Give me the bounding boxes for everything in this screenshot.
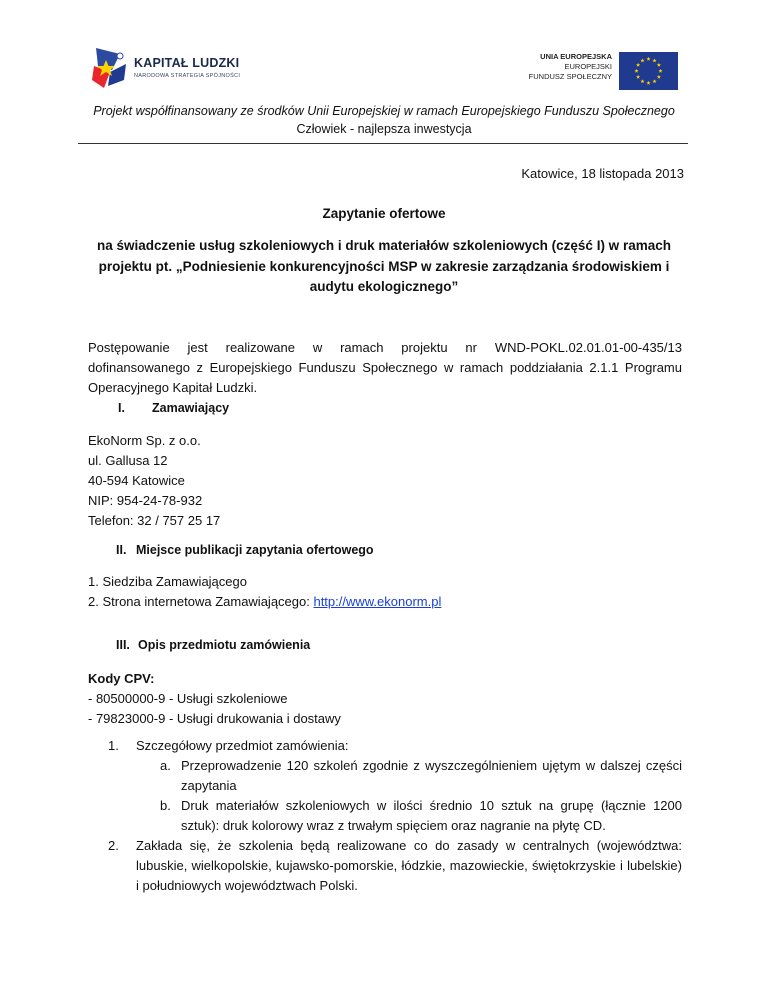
cpv-code-2: - 79823000-9 - Usługi drukowania i dostawy — [88, 711, 341, 726]
order-details-list — [108, 736, 682, 896]
document-subtitle — [78, 236, 690, 298]
eu-text — [529, 52, 612, 82]
list-item-text: Szczegółowy przedmiot zamówienia: — [136, 738, 349, 753]
header-slogan: Człowiek - najlepsza inwestycja — [296, 122, 472, 136]
sub-list-item-text: Druk materiałów szkoleniowych w ilości średnio 10 sztuk na grupę (łącznie 1200 sztuk): druk kolorowy wraz z trwałym spięciem oraz nagranie na płytę CD. — [181, 798, 682, 833]
list-item-number: 1. — [108, 738, 119, 753]
sub-list-item-letter: b. — [160, 798, 171, 813]
section-title: Zamawiający — [152, 401, 230, 415]
header-cofinancing-note: Projekt współfinansowany ze środków Unii Europejskiej w ramach Europejskiego Funduszu Społecznego — [93, 104, 675, 118]
eu-text-line3: FUNDUSZ SPOŁECZNY — [528, 72, 612, 81]
section-heading-description — [116, 638, 310, 652]
section-heading-publication — [116, 543, 374, 557]
subtitle-line1: na świadczenie usług szkoleniowych i druk materiałów szkoleniowych (część I) w ramach — [97, 238, 671, 253]
intro-paragraph: Postępowanie jest realizowane w ramach projektu nr WND-POKL.02.01.01-00-435/13 dofinansowanego z Europejskiego Funduszu Społecznego w ramach poddziałania 2.1.1 Programu Operacyjnego Kapitał Ludzki. — [88, 340, 682, 395]
subtitle-line3: audytu ekologicznego” — [309, 279, 459, 294]
contact-block — [88, 431, 220, 531]
section-title: Miejsce publikacji zapytania ofertowego — [136, 543, 374, 557]
section-number: I. — [118, 401, 125, 415]
contact-street: ul. Gallusa 12 — [88, 453, 168, 468]
kapital-ludzki-title: KAPITAŁ LUDZKI — [134, 56, 240, 70]
eu-text-line2: EUROPEJSKI — [564, 62, 612, 71]
contact-name: EkoNorm Sp. z o.o. — [88, 433, 201, 448]
sub-list-item — [108, 796, 682, 836]
eu-text-line1: UNIA EUROPEJSKA — [540, 52, 612, 61]
section-heading-zamawiajacy — [118, 401, 229, 415]
contact-city: 40-594 Katowice — [88, 473, 185, 488]
section-number: III. — [116, 638, 130, 652]
cpv-code-1: - 80500000-9 - Usługi szkoleniowe — [88, 691, 288, 706]
cpv-codes — [88, 669, 341, 729]
cpv-label: Kody CPV: — [88, 671, 155, 686]
eu-flag-icon — [619, 52, 678, 90]
list-item-text: Zakłada się, że szkolenia będą realizowane co do zasady w centralnych (województwa: lubuskie, wielkopolskie, kujawsko-pomorskie, łódzkie, mazowieckie, świętokrzyskie i lubelskie) i południowych województwach Polski. — [136, 838, 682, 893]
section-title: Opis przedmiotu zamówienia — [138, 638, 311, 652]
publication-list — [88, 572, 441, 612]
kapital-ludzki-logo — [90, 44, 250, 90]
kapital-ludzki-emblem-icon — [90, 44, 130, 90]
document-date: Katowice, 18 listopada 2013 — [521, 166, 684, 181]
sub-list-item-letter: a. — [160, 758, 171, 773]
publication-item-2-label: 2. Strona internetowa Zamawiającego: — [88, 594, 314, 609]
contact-phone: Telefon: 32 / 757 25 17 — [88, 513, 221, 528]
website-link[interactable]: http://www.ekonorm.pl — [313, 594, 442, 609]
header-divider — [78, 143, 688, 144]
sub-list-item-text: Przeprowadzenie 120 szkoleń zgodnie z wyszczególnieniem ujętym w dalszej części zapytania — [181, 758, 682, 793]
list-item — [108, 836, 682, 896]
publication-item-1: 1. Siedziba Zamawiającego — [88, 574, 247, 589]
eu-logo — [528, 52, 678, 92]
subtitle-line2: projektu pt. „Podniesienie konkurencyjności MSP w zakresie zarządzania środowiskiem i — [98, 258, 670, 274]
section-number: II. — [116, 543, 127, 557]
list-item — [108, 736, 682, 756]
publication-item-2 — [88, 592, 441, 612]
document-title: Zapytanie ofertowe — [322, 206, 446, 221]
kapital-ludzki-subtitle: NARODOWA STRATEGIA SPÓJNOŚCI — [134, 73, 241, 79]
list-item-number: 2. — [108, 838, 119, 853]
contact-nip: NIP: 954-24-78-932 — [88, 493, 203, 508]
sub-list-item — [108, 756, 682, 796]
